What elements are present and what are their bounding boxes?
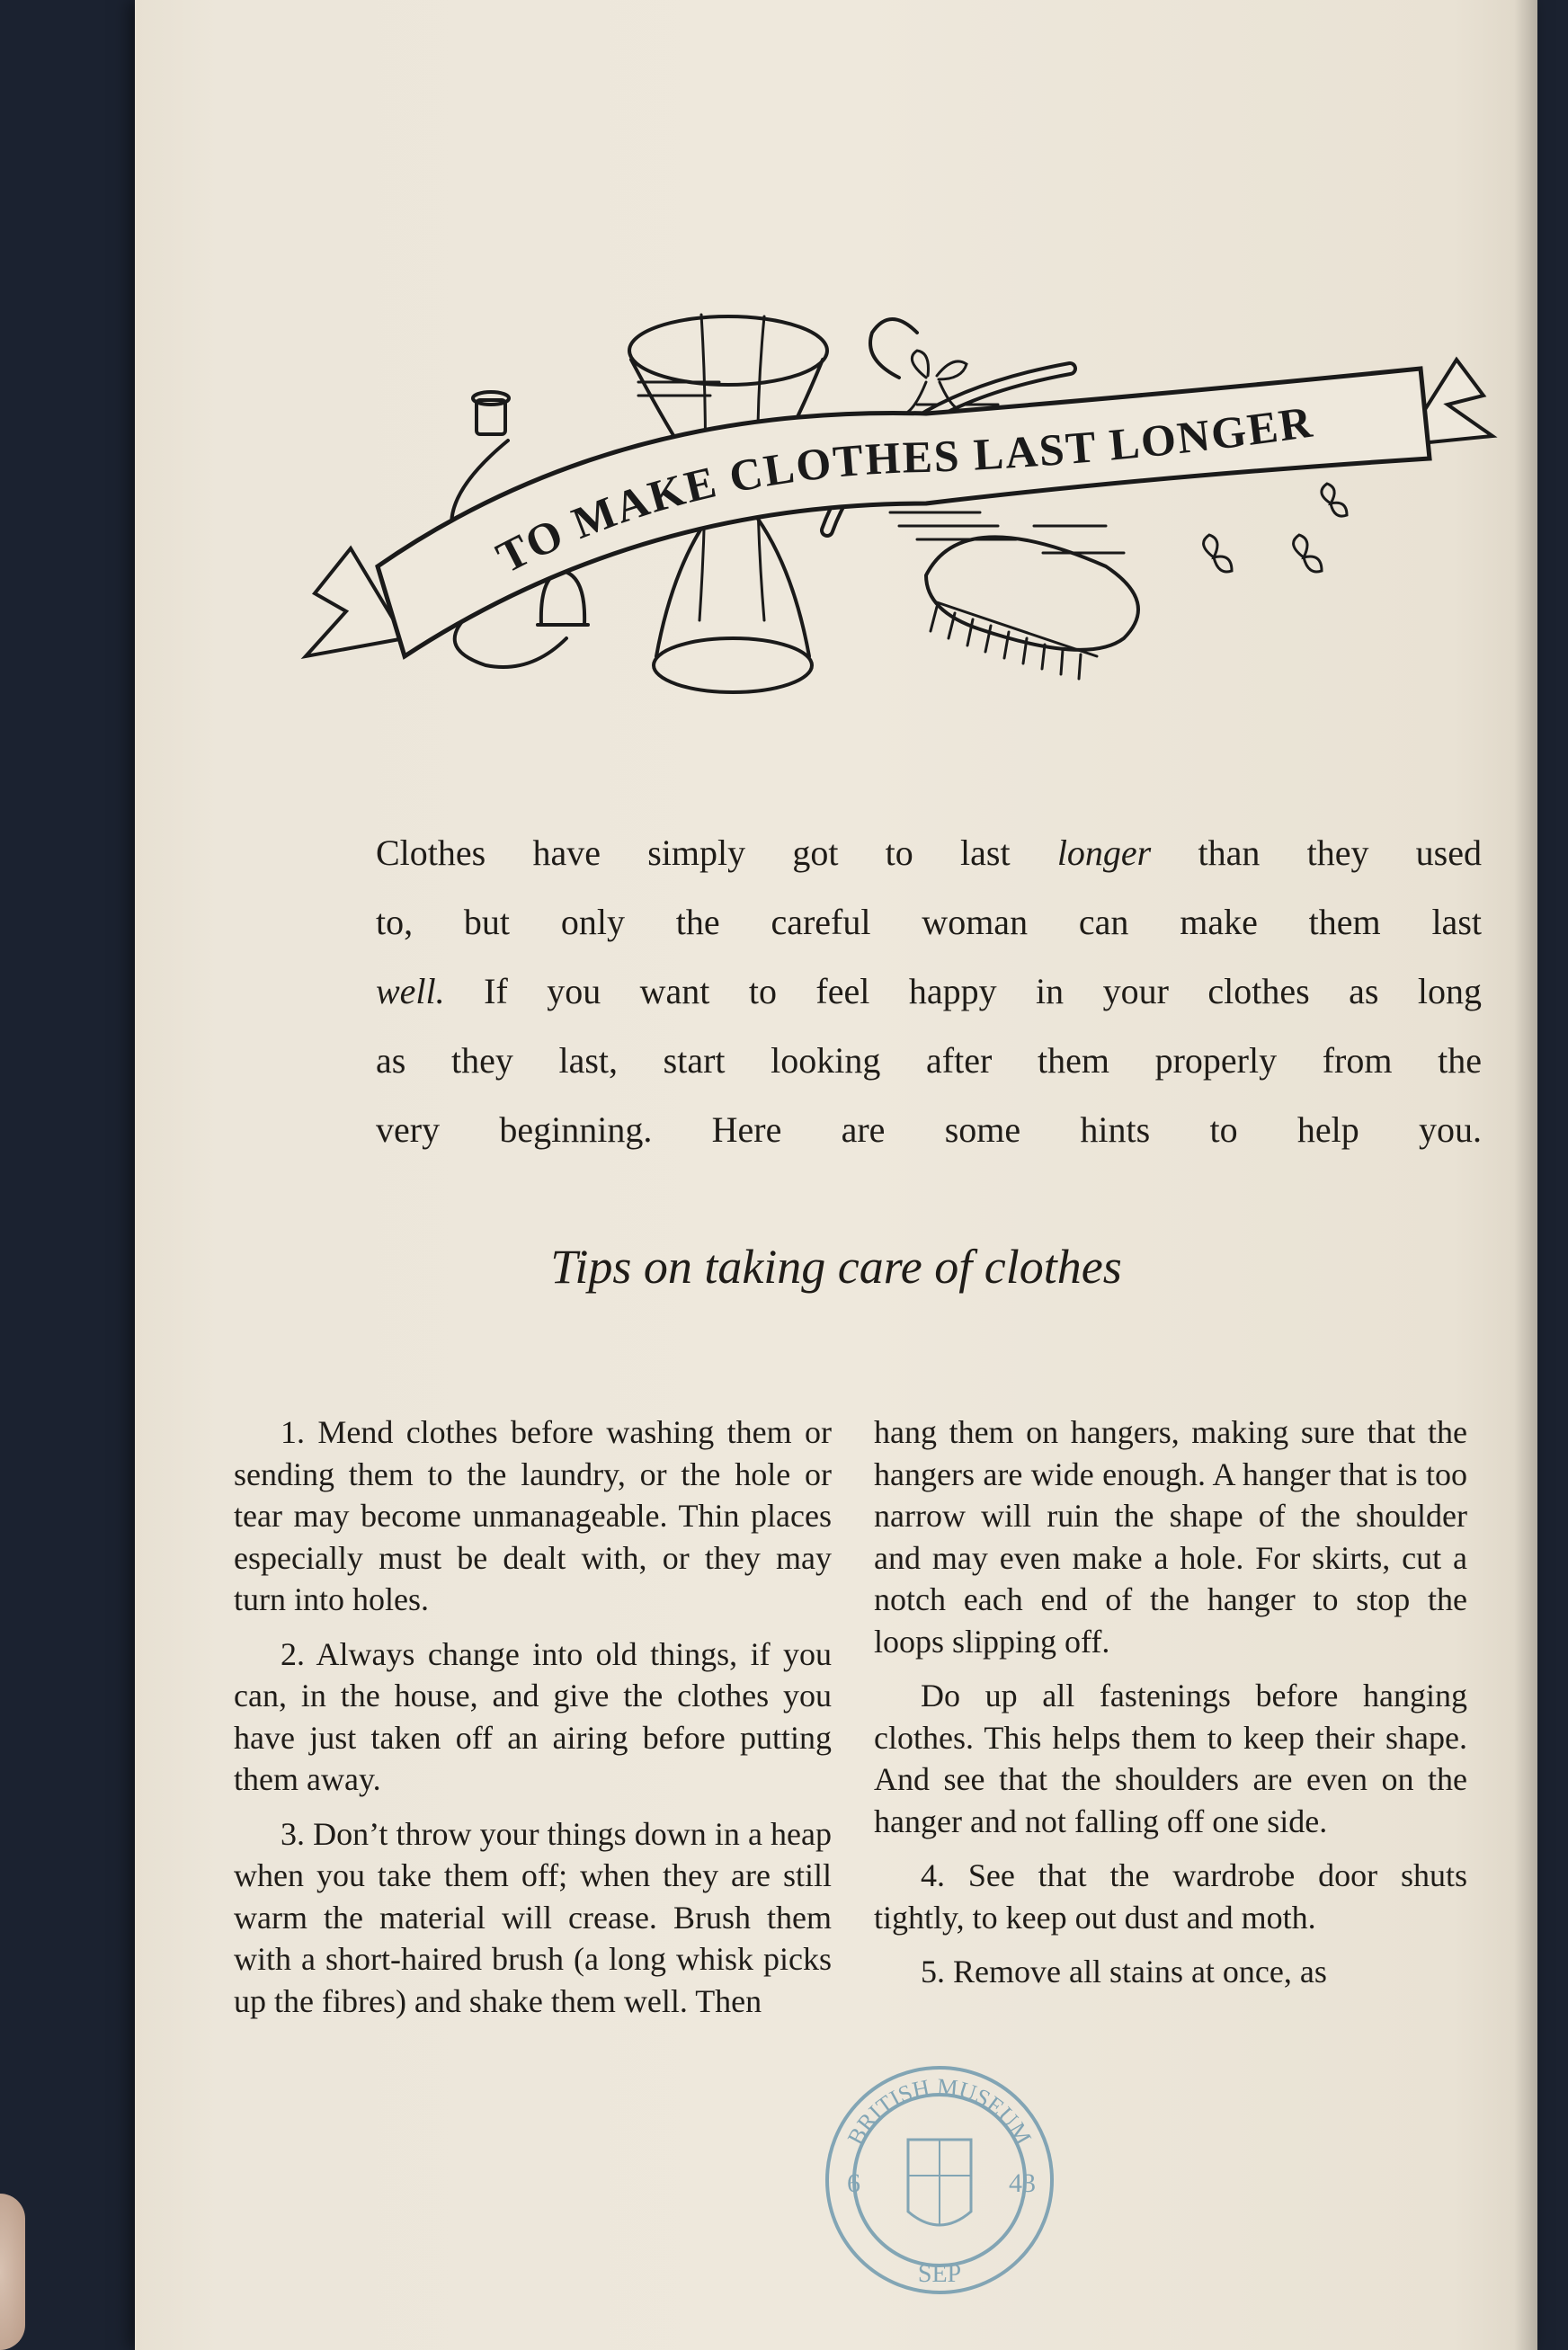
right-column [874, 1411, 1467, 2006]
stamp-month: SEP [917, 2260, 962, 2288]
intro-line: Clothes have simply got to last longer than they used [376, 832, 1482, 873]
stamp-year: 43 [1009, 2168, 1036, 2198]
intro-line: to, but only the careful woman can make them last [376, 902, 1482, 942]
tip-paragraph: 4. See that the wardrobe door shuts tightly, to keep out dust and moth. [874, 1857, 1467, 1936]
tip-paragraph: 5. Remove all stains at once, as [921, 1954, 1327, 1989]
stamp-top-text: BRITISH MUSEUM [842, 2073, 1038, 2150]
library-stamp [818, 2059, 1061, 2301]
intro-line: well. If you want to feel happy in your clothes as long [376, 971, 1482, 1011]
tip-paragraph: 2. Always change into old things, if you can, in the house, and give the clothes you have just taken off an airing before putting them away. [234, 1635, 832, 1797]
tip-paragraph: Do up all fastenings before hanging clothes. This helps them to keep their shape. And see that the shoulders are even on the hanger and not falling off one side. [874, 1678, 1467, 1839]
stamp-day: 6 [847, 2168, 860, 2198]
page-edge-shadow [1514, 0, 1537, 2350]
intro-line: as they last, start looking after them properly from the [376, 1040, 1482, 1081]
intro-paragraph [376, 818, 1482, 1164]
intro-line: very beginning. Here are some hints to help you. [376, 1109, 1482, 1150]
section-heading: Tips on taking care of clothes [550, 1240, 1122, 1294]
thumb [0, 2194, 25, 2350]
booklet-page [135, 0, 1537, 2350]
tip-paragraph: hang them on hangers, making sure that the hangers are wide enough. A hanger that is too narrow will ruin the shape of the shoulder and may even make a hole. For skirts, cut a notch each end of the hanger to stop the loops slipping off. [874, 1414, 1467, 1660]
tip-paragraph: 3. Don’t throw your things down in a heap when you take them off; when they are still warm the material will crease. Brush them with a short-haired brush (a long whisk picks up the fibres) and shake them well. Then [234, 1815, 832, 2019]
tip-paragraph: 1. Mend clothes before washing them or sending them to the laundry, or the hole or tear may become unmanageable. Thin places especially must be dealt with, or they may turn into holes. [234, 1414, 832, 1617]
banner-title: TO MAKE CLOTHES LAST LONGER [488, 396, 1317, 583]
clothes-brush-icon [926, 537, 1138, 679]
left-column [234, 1411, 832, 2034]
headpiece-illustration [297, 297, 1501, 728]
thread-icon [455, 611, 566, 667]
